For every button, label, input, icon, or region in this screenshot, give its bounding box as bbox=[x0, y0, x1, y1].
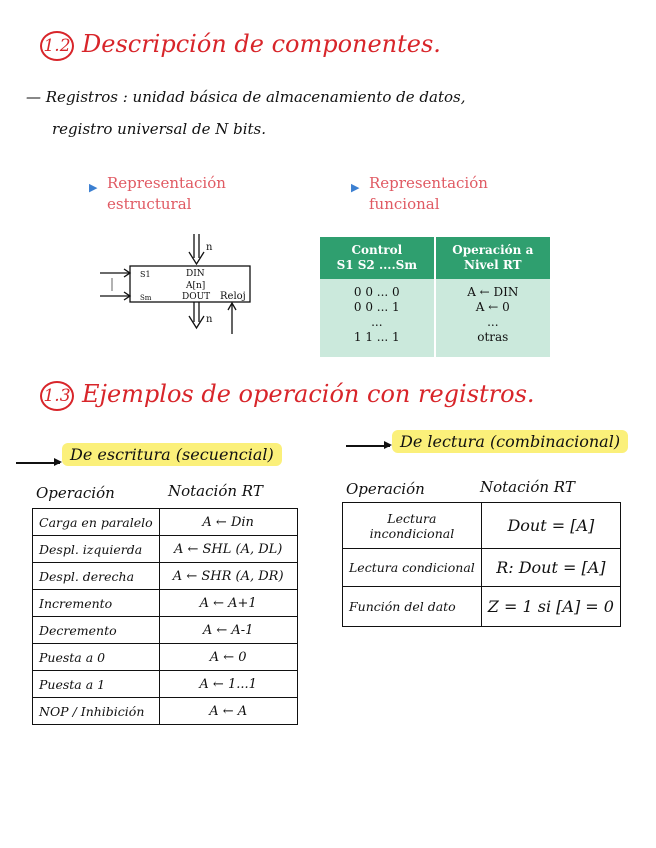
escritura-heading bbox=[62, 445, 282, 464]
escritura-op-cell: Despl. izquierda bbox=[33, 536, 160, 563]
functional-table bbox=[320, 237, 550, 357]
table-row bbox=[33, 671, 298, 698]
func-op-1: A ← DIN bbox=[467, 285, 519, 299]
escritura-rt-cell: A ← SHL (A, DL) bbox=[159, 536, 297, 563]
section-number-badge: 1.3 bbox=[40, 381, 74, 411]
table-row bbox=[33, 617, 298, 644]
func-head-op-2: Nivel RT bbox=[464, 258, 522, 272]
func-op-4: otras bbox=[477, 330, 509, 344]
escritura-rt-cell: A ← 0 bbox=[159, 644, 297, 671]
lectura-op-line2: incondicional bbox=[369, 525, 455, 541]
lectura-op-line1: Función del dato bbox=[349, 599, 456, 614]
registros-line-2: registro universal de N bits. bbox=[52, 120, 267, 138]
lectura-rt-cell: Dout = [A] bbox=[481, 503, 620, 549]
escritura-label: De escritura (secuencial) bbox=[62, 443, 282, 466]
func-head-op-1: Operación a bbox=[452, 243, 534, 257]
bullet-funcional-line1: Representación bbox=[369, 174, 488, 192]
escritura-op-cell: Decremento bbox=[33, 617, 160, 644]
section-heading-1-2 bbox=[40, 30, 441, 61]
lectura-head-op: Operación bbox=[346, 480, 425, 498]
table-row bbox=[33, 590, 298, 617]
section-title: Descripción de componentes. bbox=[82, 30, 441, 58]
func-ctrl-4: 1 1 ... 1 bbox=[353, 330, 400, 344]
func-head-control-1: Control bbox=[351, 243, 403, 257]
func-head-control-2: S1 S2 ....Sm bbox=[336, 258, 418, 272]
escritura-rt-cell: A ← SHR (A, DR) bbox=[159, 563, 297, 590]
arrow-right-icon bbox=[16, 462, 60, 464]
bullet-estructural-line1: Representación bbox=[107, 174, 226, 192]
func-head-op bbox=[435, 237, 550, 279]
lectura-op-cell bbox=[343, 549, 482, 587]
table-row bbox=[343, 587, 621, 627]
lectura-op-line1: Lectura bbox=[387, 510, 437, 526]
table-row bbox=[33, 536, 298, 563]
triangle-bullet-icon: ▶ bbox=[351, 181, 360, 194]
escritura-op-cell: Carga en paralelo bbox=[33, 509, 160, 536]
escritura-op-cell: Despl. derecha bbox=[33, 563, 160, 590]
register-structural-diagram bbox=[90, 228, 270, 338]
table-row bbox=[343, 549, 621, 587]
escritura-op-cell: NOP / Inhibición bbox=[33, 698, 160, 725]
diagram-sm: Sm bbox=[140, 294, 152, 302]
escritura-rt-cell: A ← A bbox=[159, 698, 297, 725]
diagram-n-bottom: n bbox=[206, 314, 213, 325]
escritura-op-cell: Puesta a 0 bbox=[33, 644, 160, 671]
diagram-s1: S1 bbox=[140, 270, 151, 279]
section-number-badge: 1.2 bbox=[40, 31, 74, 61]
triangle-bullet-icon: ▶ bbox=[89, 181, 98, 194]
lectura-op-line1: Lectura condicional bbox=[349, 560, 475, 575]
lectura-rt-cell: R: Dout = [A] bbox=[481, 549, 620, 587]
bullet-funcional bbox=[351, 173, 488, 215]
table-row bbox=[33, 563, 298, 590]
lectura-rt-cell: Z = 1 si [A] = 0 bbox=[481, 587, 620, 627]
escritura-head-rt: Notación RT bbox=[168, 482, 263, 500]
func-ctrl-1: 0 0 ... 0 bbox=[353, 285, 400, 299]
escritura-rt-cell: A ← A+1 bbox=[159, 590, 297, 617]
bullet-funcional-line2: funcional bbox=[369, 195, 440, 213]
section-title: Ejemplos de operación con registros. bbox=[82, 380, 535, 408]
escritura-rt-cell: A ← A-1 bbox=[159, 617, 297, 644]
diagram-n-top: n bbox=[206, 242, 213, 253]
bullet-estructural-line2: estructural bbox=[107, 195, 192, 213]
escritura-rt-cell: A ← 1...1 bbox=[159, 671, 297, 698]
registros-line-1: — Registros : unidad básica de almacenamiento de datos, bbox=[26, 88, 466, 106]
lectura-heading bbox=[392, 432, 628, 451]
escritura-table bbox=[32, 508, 298, 725]
section-heading-1-3 bbox=[40, 380, 535, 411]
func-op-3: ... bbox=[487, 315, 499, 329]
diagram-din: DIN bbox=[186, 269, 205, 279]
func-head-control bbox=[320, 237, 435, 279]
lectura-op-cell bbox=[343, 587, 482, 627]
lectura-head-rt: Notación RT bbox=[480, 478, 575, 496]
func-ctrl-2: 0 0 ... 1 bbox=[353, 300, 400, 314]
func-control-column bbox=[320, 279, 435, 357]
func-ctrl-3: ... bbox=[371, 315, 383, 329]
arrow-right-icon bbox=[346, 445, 390, 447]
lectura-table bbox=[342, 502, 621, 627]
diagram-reloj: Reloj bbox=[220, 291, 246, 302]
lectura-op-cell bbox=[343, 503, 482, 549]
escritura-head-op: Operación bbox=[36, 484, 115, 502]
table-row bbox=[343, 503, 621, 549]
table-row bbox=[33, 644, 298, 671]
bullet-estructural bbox=[89, 173, 226, 215]
table-row bbox=[33, 698, 298, 725]
diagram-dout: DOUT bbox=[182, 292, 211, 302]
escritura-op-cell: Puesta a 1 bbox=[33, 671, 160, 698]
escritura-rt-cell: A ← Din bbox=[159, 509, 297, 536]
escritura-op-cell: Incremento bbox=[33, 590, 160, 617]
func-op-column bbox=[435, 279, 550, 357]
lectura-label: De lectura (combinacional) bbox=[392, 430, 628, 453]
diagram-an: A[n] bbox=[186, 281, 206, 291]
table-row bbox=[33, 509, 298, 536]
func-op-2: A ← 0 bbox=[475, 300, 510, 314]
